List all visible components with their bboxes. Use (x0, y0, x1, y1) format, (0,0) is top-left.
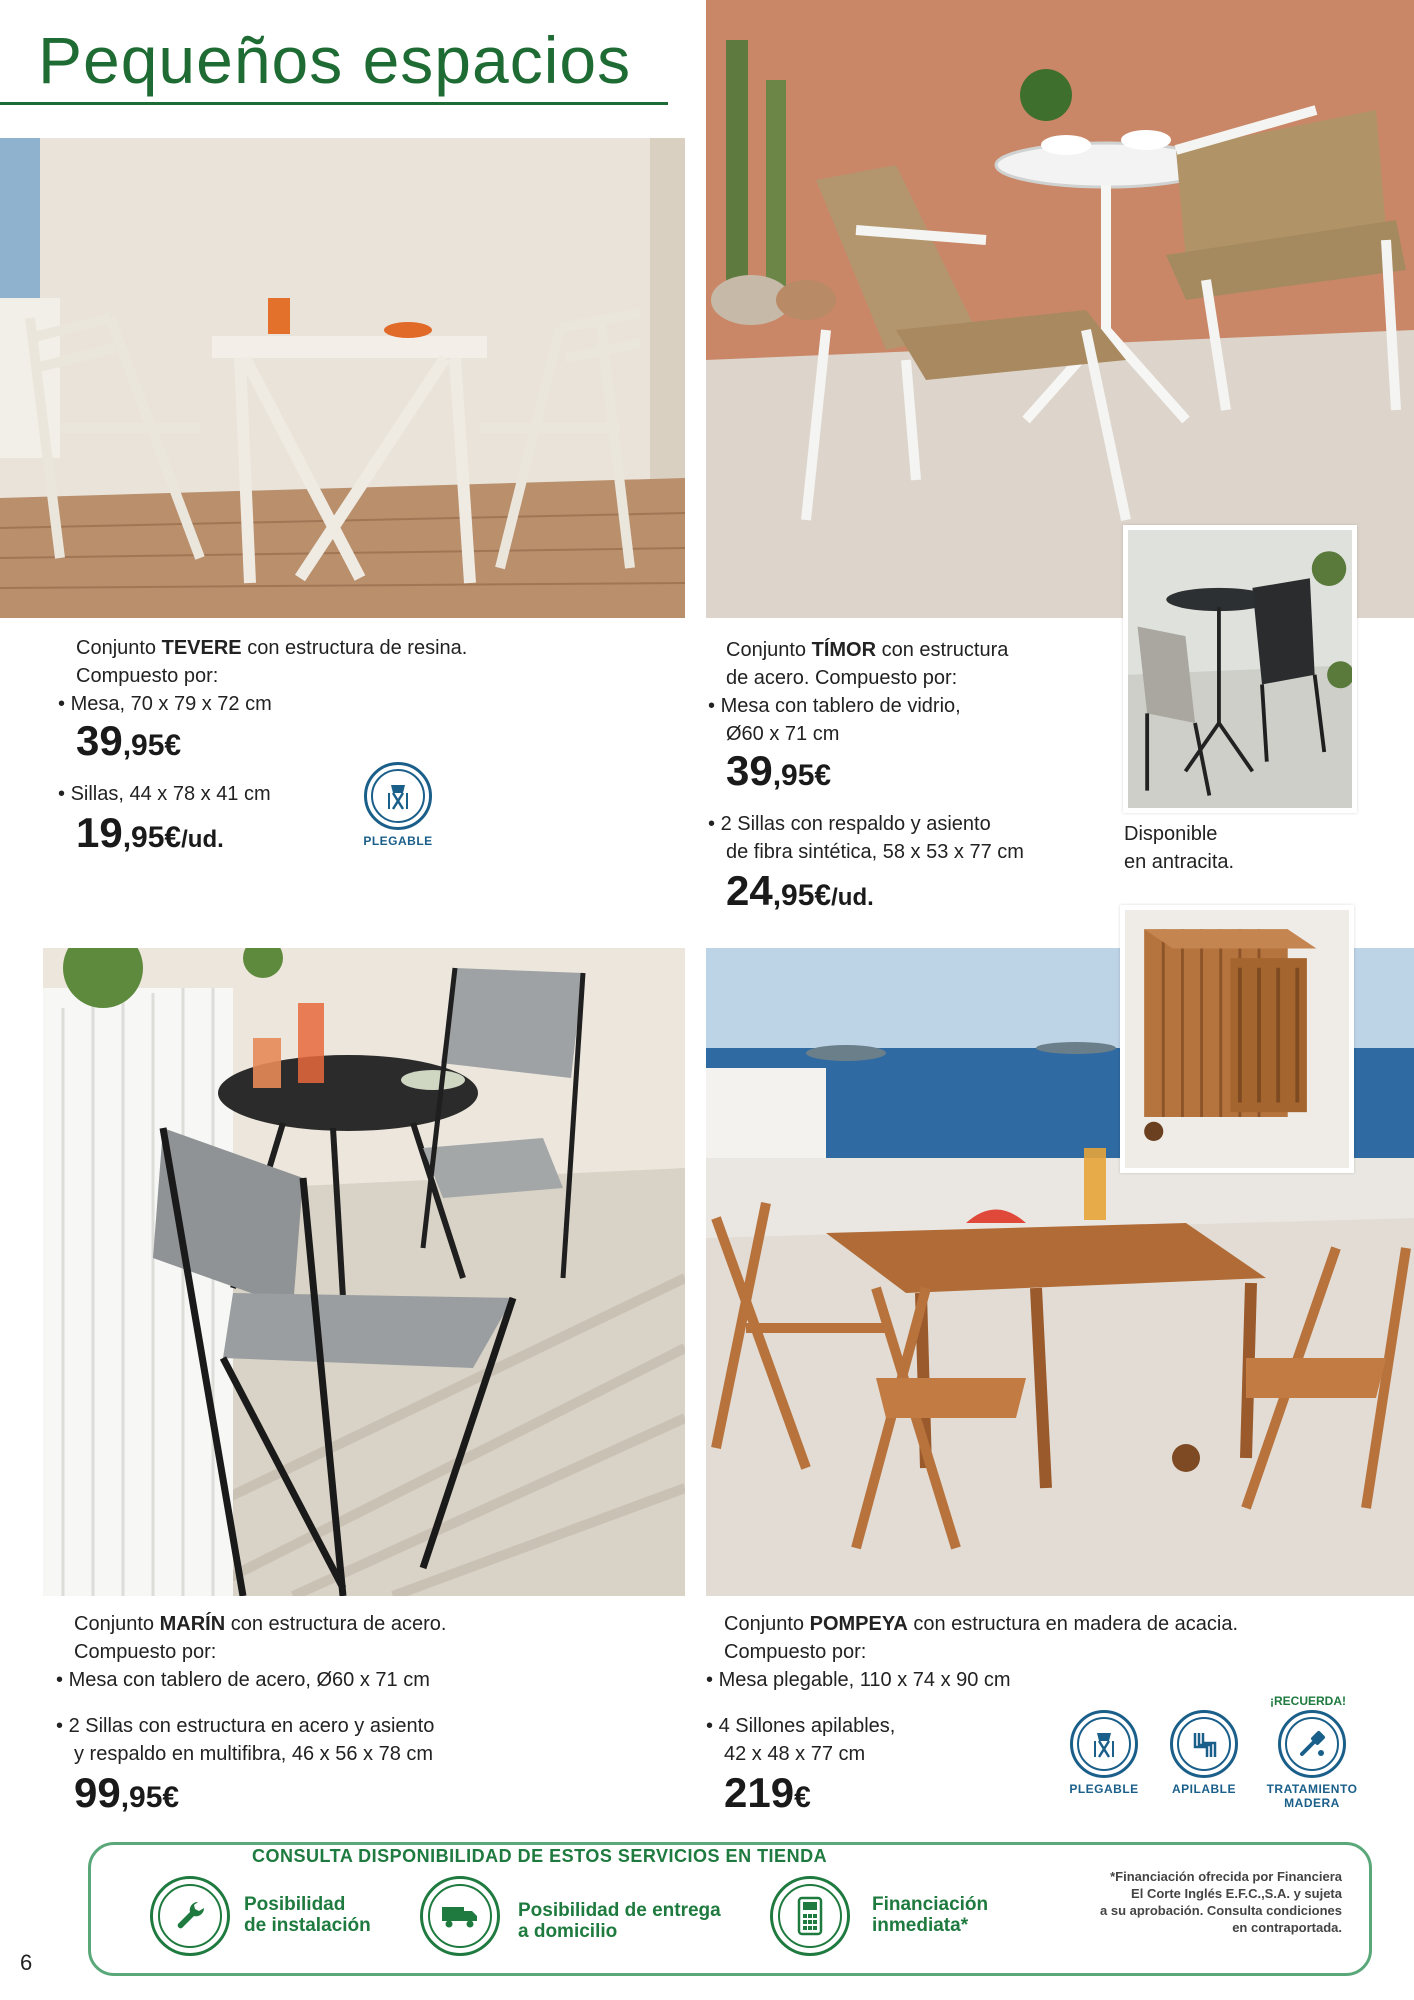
title-rule (0, 102, 668, 105)
timor-availability-note: Disponible en antracita. (1124, 823, 1235, 873)
financing-footnote: *Financiación ofrecida por Financiera El Corte Inglés E.F.C.,S.A. y sujeta a su aprobación. Consulta condiciones en contraportada. (1100, 1869, 1342, 1935)
pompeya-folded-inset (1120, 905, 1354, 1173)
installation-service-icon (150, 1876, 230, 1956)
timor-item-table: • Mesa con tablero de vidrio, Ø60 x 71 cm (708, 692, 961, 748)
timor-item-chairs: • 2 Sillas con respaldo y asiento de fibra sintética, 58 x 53 x 77 cm (708, 810, 1024, 866)
tevere-plegable-badge: PLEGABLE (348, 762, 448, 848)
tevere-chair-price: 19,95€/ud. (76, 809, 224, 856)
timor-description: Conjunto TÍMOR con estructura de acero. Compuesto por: (726, 639, 1009, 689)
installation-service-label: Posibilidad de instalación (244, 1894, 371, 1936)
recuerda-label: ¡RECUERDA! (1270, 1694, 1346, 1708)
pompeya-plegable-badge: PLEGABLE (1054, 1710, 1154, 1796)
tevere-item-table: • Mesa, 70 x 79 x 72 cm (58, 690, 272, 718)
pompeya-name: POMPEYA (809, 1613, 908, 1635)
timor-name: TÍMOR (811, 639, 877, 661)
folding-chair-icon (383, 781, 413, 811)
truck-icon (440, 1901, 480, 1931)
pompeya-tratamiento-badge: TRATAMIENTO MADERA (1262, 1710, 1362, 1810)
marin-name: MARÍN (159, 1613, 226, 1635)
delivery-service-label: Posibilidad de entrega a domicilio (518, 1900, 721, 1942)
pompeya-item-chairs: • 4 Sillones apilables, 42 x 48 x 77 cm (706, 1712, 895, 1768)
timor-table-price: 39,95€ (726, 747, 832, 794)
financing-service-icon (770, 1876, 850, 1956)
page-number: 6 (20, 1950, 33, 1975)
wrench-icon (171, 1897, 209, 1935)
marin-photo (43, 948, 685, 1596)
delivery-service-icon (420, 1876, 500, 1956)
marin-price: 99,95€ (74, 1769, 180, 1816)
timor-anthracite-inset (1123, 525, 1357, 813)
tevere-item-chairs: • Sillas, 44 x 78 x 41 cm (58, 780, 271, 808)
tevere-table-price: 39,95€ (76, 717, 182, 764)
paint-brush-icon (1297, 1729, 1327, 1759)
pompeya-apilable-badge: APILABLE (1154, 1710, 1254, 1796)
timor-chair-price: 24,95€/ud. (726, 867, 874, 914)
financing-service-label: Financiación inmediata* (872, 1894, 989, 1936)
folding-chair-icon (1089, 1729, 1119, 1759)
pompeya-description: Conjunto POMPEYA con estructura en madera de acacia. Compuesto por: (724, 1613, 1238, 1663)
marin-description: Conjunto MARÍN con estructura de acero. Compuesto por: (74, 1613, 447, 1663)
pompeya-item-table: • Mesa plegable, 110 x 74 x 90 cm (706, 1666, 1011, 1694)
page-title: Pequeños espacios (38, 23, 632, 97)
pompeya-price: 219€ (724, 1769, 811, 1816)
tevere-photo (0, 138, 685, 618)
calculator-icon (796, 1896, 824, 1936)
services-heading: CONSULTA DISPONIBILIDAD DE ESTOS SERVICIOS EN TIENDA (246, 1846, 833, 1867)
marin-item-table: • Mesa con tablero de acero, Ø60 x 71 cm (56, 1666, 430, 1694)
tevere-description: Conjunto TEVERE con estructura de resina. Compuesto por: (76, 637, 468, 687)
stacked-chairs-icon (1189, 1729, 1219, 1759)
marin-item-chairs: • 2 Sillas con estructura en acero y asiento y respaldo en multifibra, 46 x 56 x 78 cm (56, 1712, 434, 1768)
tevere-name: TEVERE (161, 637, 242, 659)
